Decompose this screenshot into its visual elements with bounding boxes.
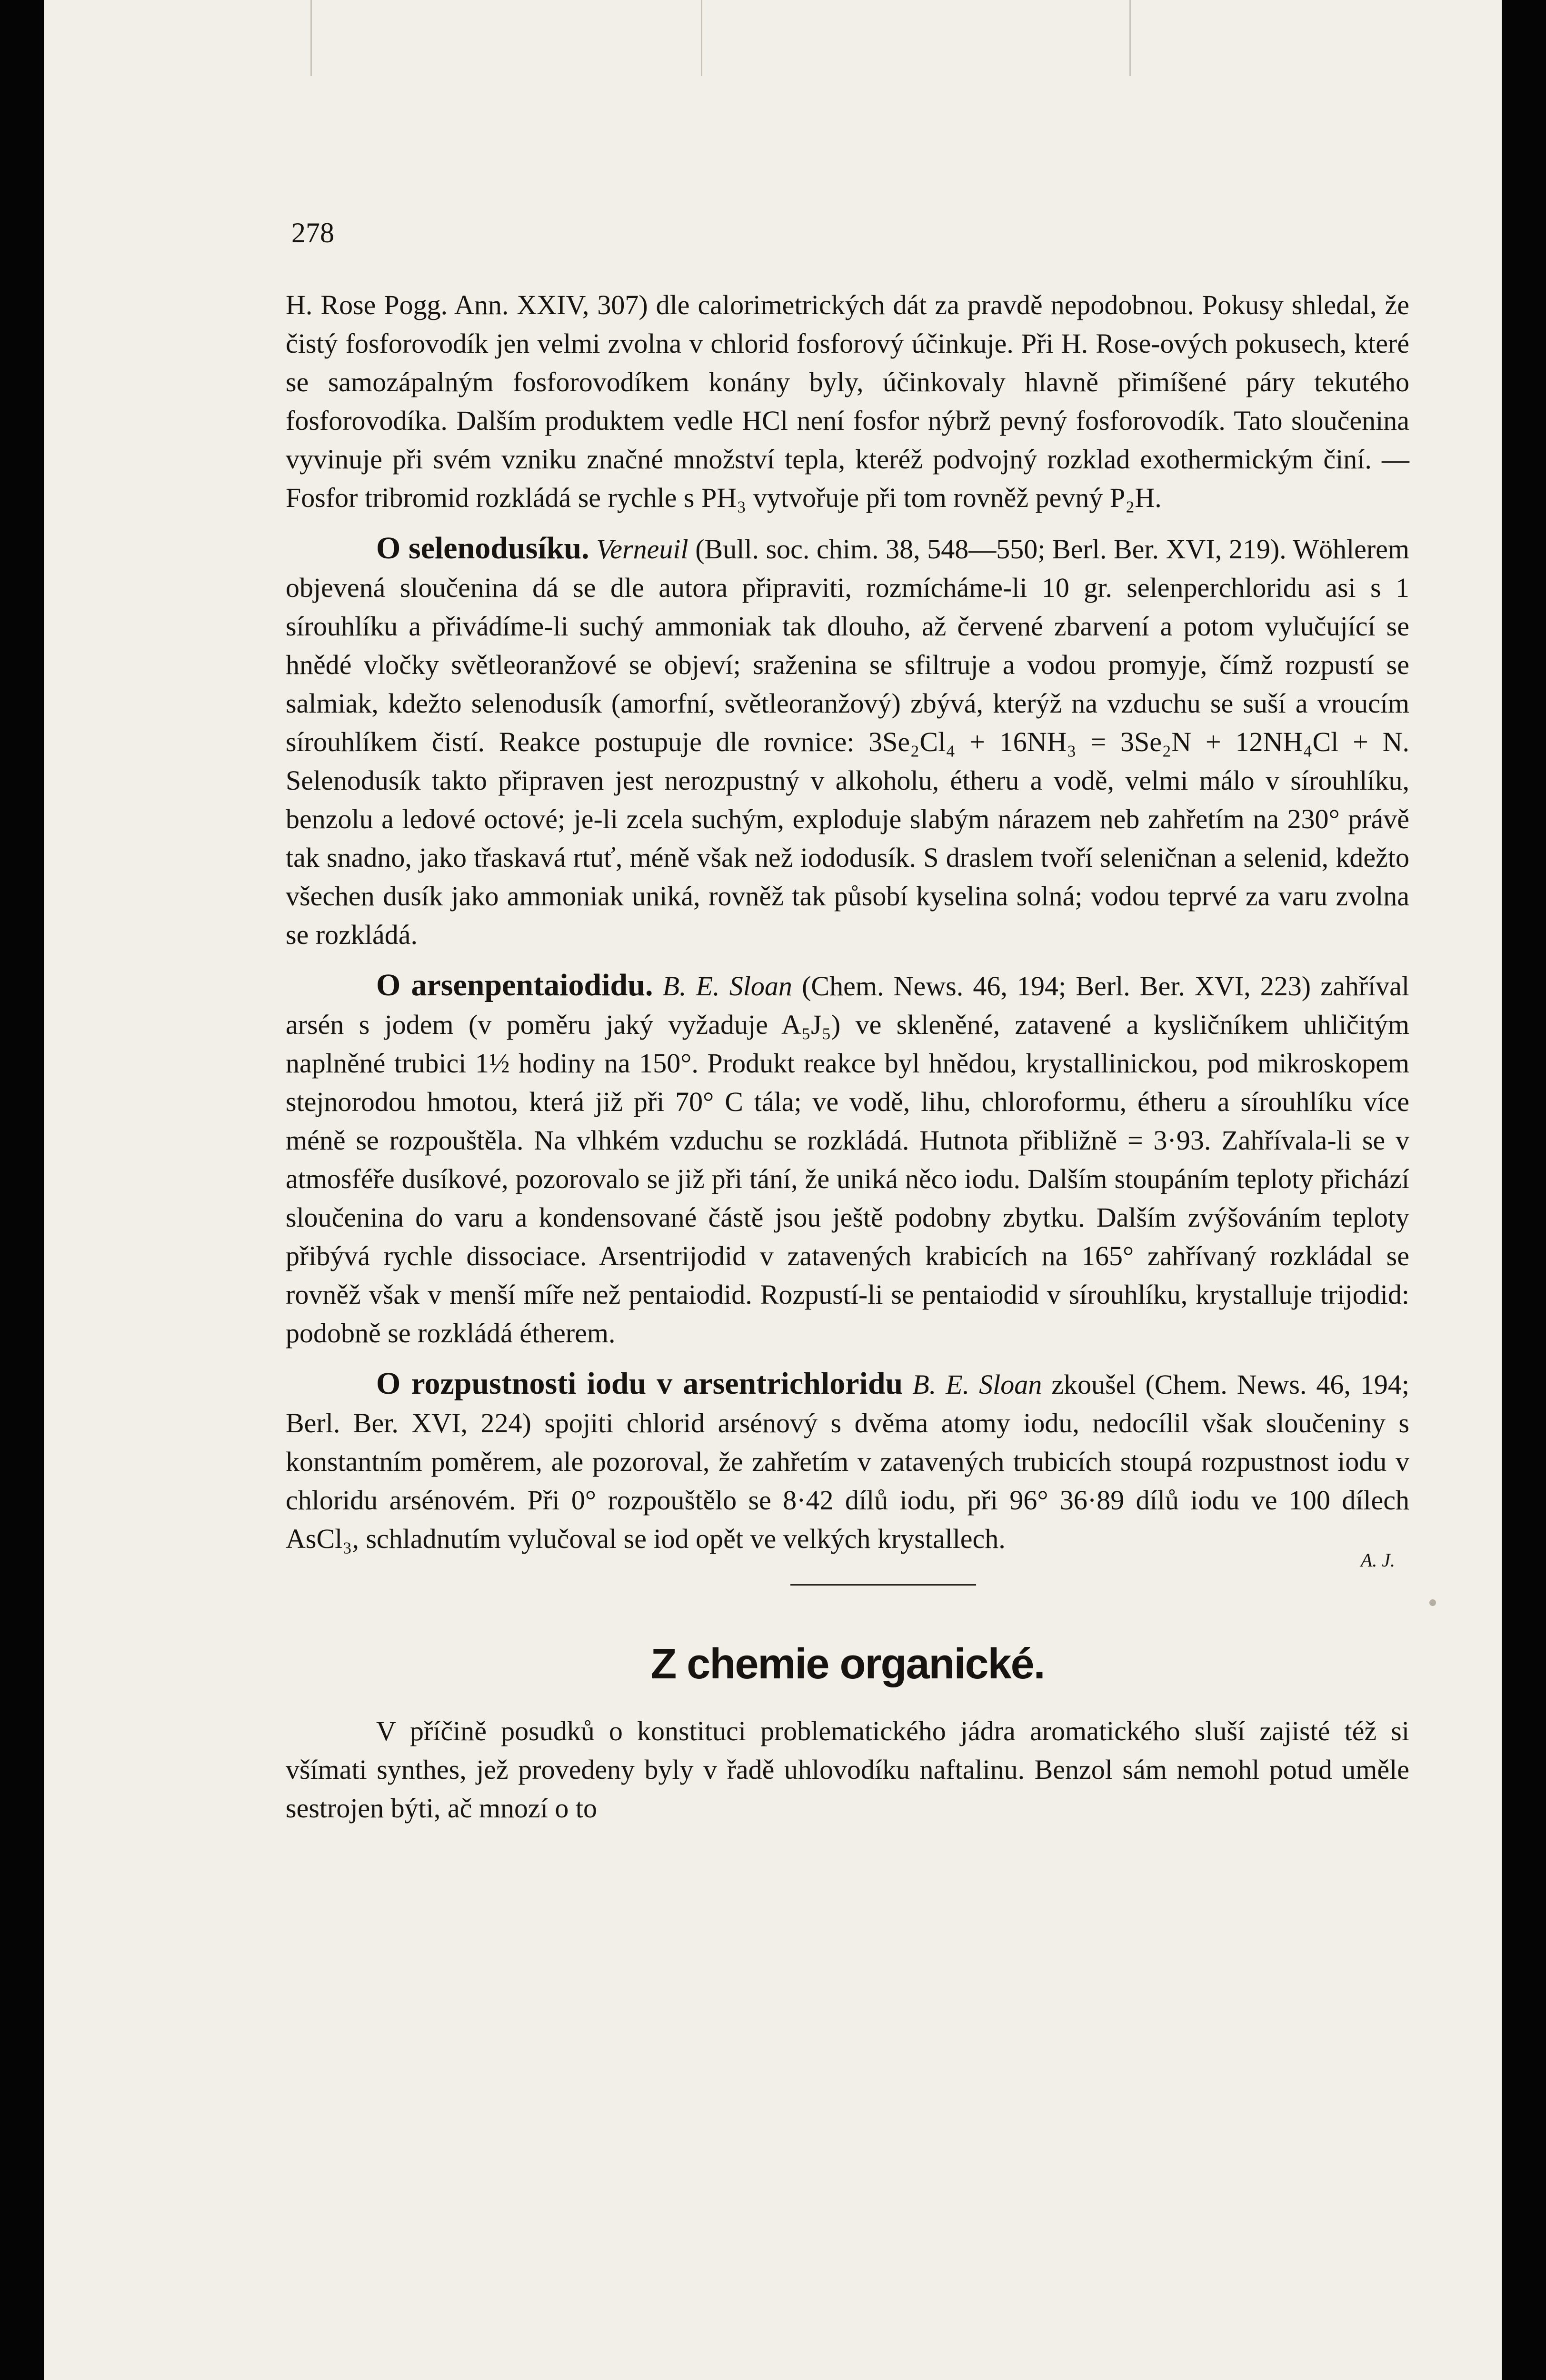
signature: A. J.	[1360, 1549, 1395, 1571]
section-title: O selenodusíku.	[376, 531, 589, 565]
body-text	[286, 286, 1409, 1827]
scan-artifact	[1129, 0, 1131, 76]
author: B. E. Sloan	[662, 971, 792, 1002]
paragraph-rose: H. Rose Pogg. Ann. XXIV, 307) dle calorimetrických dát za pravdě nepodobnou. Pokusy shledal, že čistý fosforovodík jen velmi zvolna v chlorid fosforový účinkuje. Při H. Rose-ových pokusech, které se samozápalným fosforovodíkem konány byly, účinkovaly hlavně přimíšené páry tekutého fosforovodíka. Dalším produktem vedle HCl není fosfor nýbrž pevný fosforovodík. Tato sloučenina vyvinuje při svém vzniku značné množství tepla, kteréž podvojný rozklad exothermickým činí. — Fosfor tribromid rozkládá se rychle s PH₃ vytvořuje při tom rovněž pevný P₂H.	[286, 289, 1409, 513]
scan-artifact	[310, 0, 312, 76]
scan-speck	[1429, 1599, 1436, 1606]
section-title: O rozpustnosti iodu v arsentrichloridu	[376, 1366, 903, 1401]
page-number: 278	[291, 217, 334, 248]
scan-artifact	[701, 0, 702, 76]
section-title: O arsenpentaiodidu.	[376, 968, 653, 1002]
page	[44, 0, 1502, 2380]
paragraph-body: (Bull. soc. chim. 38, 548—550; Berl. Ber. XVI, 219). Wöhlerem objevená sloučenina dá se dle autora připraviti, rozmícháme-li 10 gr. selenperchloridu asi s 1 sírouhlíku a přivádíme-li suchý ammoniak tak dlouho, až červené zbarvení a potom vylučující se hnědé vločky světleoranžové se objeví; sraženina se sfiltruje a vodou promyje, čímž rozpustí se salmiak, kdežto selenodusík (amorfní, světleoranžový) zbývá, kterýž na vzduchu se suší a vroucím sírouhlíkem čistí. Reakce postupuje dle rovnice: 3Se₂Cl₄ + 16NH₃ = 3Se₂N + 12NH₄Cl + N. Selenodusík takto připraven jest nerozpustný v alkoholu, étheru a vodě, velmi málo v sírouhlíku, benzolu a ledové octové; je-li zcela suchým, exploduje slabým nárazem neb zahřetím na 230° právě tak snadno, jako třaskavá rtuť, méně však než iododusík. S draslem tvoří seleničnan a selenid, kdežto všechen dusík jako ammoniak uniká, rovněž tak působí kyselina solná; vodou teprvé za varu zvolna se rozkládá.	[286, 534, 1410, 950]
paragraph-arsenpentaiodid	[286, 966, 1409, 1352]
paragraph-selenodusik	[286, 529, 1409, 954]
paragraph-body: zkoušel (Chem. News. 46, 194; Berl. Ber. XVI, 224) spojiti chlorid arsénový s dvěma atomy iodu, nedocílil však sloučeniny s konstantním poměrem, ale pozoroval, že zahřetím v zatavených trubicích stoupá rozpustnost iodu v chloridu arsénovém. Při 0° rozpouštělo se 8·42 dílů iodu, při 96° 36·89 dílů iodu ve 100 dílech AsCl₃, schladnutím vylučoval se iod opět ve velkých krystallech.	[286, 1369, 1410, 1554]
paragraph-rozpustnost	[286, 1364, 1409, 1558]
paragraph-organic: V příčině posudků o konstituci problematického jádra aromatického sluší zajisté též si všímati synthes, jež provedeny byly v řadě uhlovodíku naftalinu. Benzol sám nemohl potud uměle sestrojen býti, ač mnozí o to	[286, 1716, 1409, 1824]
section-heading: Z chemie organické.	[650, 1640, 1045, 1688]
paragraph-body: (Chem. News. 46, 194; Berl. Ber. XVI, 223) zahříval arsén s jodem (v poměru jaký vyžaduje A₅J₅) ve skleněné, zatavené a kysličníkem uhličitým naplněné trubici 1½ hodiny na 150°. Produkt reakce byl hnědou, krystallinickou, pod mikroskopem stejnorodou hmotou, která již při 70° C tála; ve vodě, lihu, chloroformu, étheru a sírouhlíku více méně se rozpouštěla. Na vlhkém vzduchu se rozkládá. Hutnota přibližně = 3·93. Zahřívala-li se v atmosféře dusíkové, pozorovalo se již při tání, že uniká něco iodu. Dalším stoupáním teploty přichází sloučenina do varu a kondensované částě jsou ještě podobny zbytku. Dalším zvýšováním teploty přibývá rychle dissociace. Arsentrijodid v zatavených krabicích na 165° zahřívaný rozkládal se rovněž však v menší míře než pentaiodid. Rozpustí-li se pentaiodid v sírouhlíku, krystalluje trijodid: podobně se rozkládá étherem.	[286, 971, 1410, 1349]
author: B. E. Sloan	[912, 1369, 1042, 1400]
divider	[790, 1584, 976, 1586]
author: Verneuil	[596, 534, 688, 565]
